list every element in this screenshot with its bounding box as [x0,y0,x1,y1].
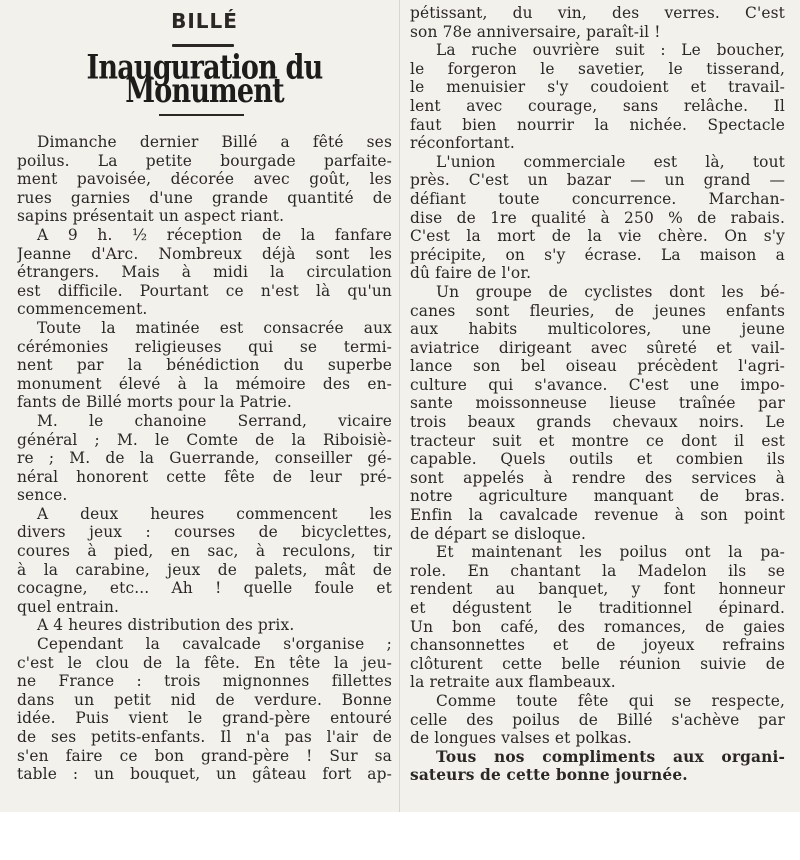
text-line: est difficile. Pourtant ce n'est là qu'un [17,281,392,300]
text-line: commencement. [17,300,148,319]
text-line: et dégustent le traditionnel épinard. [410,599,785,617]
text-line: chansonnettes et de joyeux refrains [410,636,785,655]
text-line: général ; M. le Comte de la Riboisiè- [17,430,392,449]
headline-rule [159,114,244,116]
text-line: le menuisier s'y coudoient et travail- [410,78,785,97]
text-line: fants de Billé morts pour la Patrie. [17,393,292,412]
text-line: Comme toute fête qui se respecte, [436,691,785,710]
text-line: tracteur suit et montre ce dont il est [410,431,785,450]
text-line: dans un petit nid de verdure. Bonne [17,690,392,709]
text-line: dise de 1re qualité à 250 % de rabais. [410,208,785,227]
text-line: celle des poilus de Billé s'achève par [410,710,785,729]
text-line: Dimanche dernier Billé a fêté ses [37,133,392,151]
text-line: L'union commerciale est là, tout [436,152,785,171]
text-line: lance son bel oiseau précèdent l'agri- [410,357,785,376]
text-line: de départ se disloque. [410,524,587,543]
text-line: près. C'est un bazar — un grand — [410,171,785,190]
text-line: Tous nos compliments aux organi- [436,747,785,766]
text-line: table : un bouquet, un gâteau fort ap- [17,765,392,784]
text-line: canes sont fleuries, de jeunes enfants [410,301,785,320]
section-kicker: BILLÉ [171,9,238,33]
text-line: sante moissonneuse lieuse traînée par [410,394,785,413]
text-line: Cependant la cavalcade s'organise ; [37,635,392,654]
text-line: dû faire de l'or. [410,264,532,283]
text-line: coures à pied, en sac, à reculons, tir [17,542,392,561]
text-line: C'est la mort de la vie chère. On s'y [410,227,785,246]
text-line: Un bon café, des romances, de gaies [410,617,785,636]
text-line: pétissant, du vin, des verres. C'est [410,4,785,22]
right-column-body [410,4,785,785]
text-line: sence. [17,486,68,505]
text-line: nent par la bénédiction du superbe [17,356,392,375]
text-line: clôturent cette belle réunion suivie de [410,654,785,673]
text-line: culture qui s'avance. C'est une impo- [410,375,785,394]
text-line: notre agriculture manquant de bras. [410,487,785,506]
text-line: La ruche ouvrière suit : Le boucher, [436,41,785,60]
text-line: monument élevé à la mémoire des en- [17,374,392,393]
text-line: sapins présentait un aspect riant. [17,207,285,226]
text-line: Jeanne d'Arc. Nombreux déjà sont les [17,244,392,263]
text-line: divers jeux : courses de bicyclettes, [17,523,392,542]
text-line: A 9 h. ½ réception de la fanfare [37,225,392,244]
text-line: aviatrice dirigeant avec sûreté et vail- [410,338,785,357]
text-line: M. le chanoine Serrand, vicaire [37,411,392,430]
text-line: sateurs de cette bonne journée. [410,766,688,785]
text-line: faut bien nourrir la nichée. Spectacle [410,115,785,134]
text-line: réconfortant. [410,134,515,153]
text-line: cocagne, etc... Ah ! quelle foule et [17,579,392,598]
page-blank-margin [0,812,800,860]
text-line: rendent au banquet, y font honneur [410,580,785,599]
text-line: défiant toute concurrence. Marchan- [410,189,785,208]
text-line: précipite, on s'y écrase. La maison a [410,245,785,264]
text-line: A deux heures commencent les [37,504,392,523]
text-line: Toute la matinée est consacrée aux [37,318,392,337]
text-line: son 78e anniversaire, paraît-il ! [410,22,661,41]
text-line: néral honorent cette fête de leur pré- [17,467,392,486]
text-line: le forgeron le savetier, le tisserand, [410,59,785,78]
text-line: s'en faire ce bon grand-père ! Sur sa [17,746,392,765]
text-line: idée. Puis vient le grand-père entouré [17,709,392,728]
text-line: étrangers. Mais à midi la circulation [17,263,392,282]
text-line: rues garnies d'une grande quantité de [17,188,392,207]
text-line: trois beaux grands chevaux noirs. Le [410,413,785,432]
text-line: Un groupe de cyclistes dont les bé- [436,282,785,301]
text-line: Enfin la cavalcade revenue à son point [410,506,785,525]
text-line: ne France : trois mignonnes fillettes [17,672,392,691]
text-line: la retraite aux flambeaux. [410,673,616,692]
article-headline: Inauguration du Monument [86,48,323,111]
text-line: lent avec courage, sans relâche. Il [410,96,785,115]
text-line: c'est le clou de la fête. En tête la jeu- [17,653,392,672]
left-column-body [17,133,392,784]
column-gutter [399,0,400,812]
text-line: quel entrain. [17,597,120,616]
text-line: ment pavoisée, décorée avec goût, les [17,170,392,189]
text-line: re ; M. de la Guerrande, conseiller gé- [17,449,392,468]
text-line: de longues valses et polkas. [410,729,632,748]
text-line: Et maintenant les poilus ont la pa- [436,543,785,562]
kicker-rule [172,44,234,47]
text-line: sont appelés à rendre des services à [410,468,785,487]
text-line: poilus. La petite bourgade parfaite- [17,151,392,170]
text-line: A 4 heures distribution des prix. [37,616,295,635]
text-line: de ses petits-enfants. Il n'a pas l'air de [17,728,392,746]
text-line: role. En chantant la Madelon ils se [410,561,785,580]
text-line: capable. Quels outils et combien ils [410,450,785,469]
text-line: à la carabine, jeux de palets, mât de [17,560,392,579]
text-line: aux habits multicolores, une jeune [410,320,785,339]
text-line: cérémonies religieuses qui se termi- [17,337,392,356]
